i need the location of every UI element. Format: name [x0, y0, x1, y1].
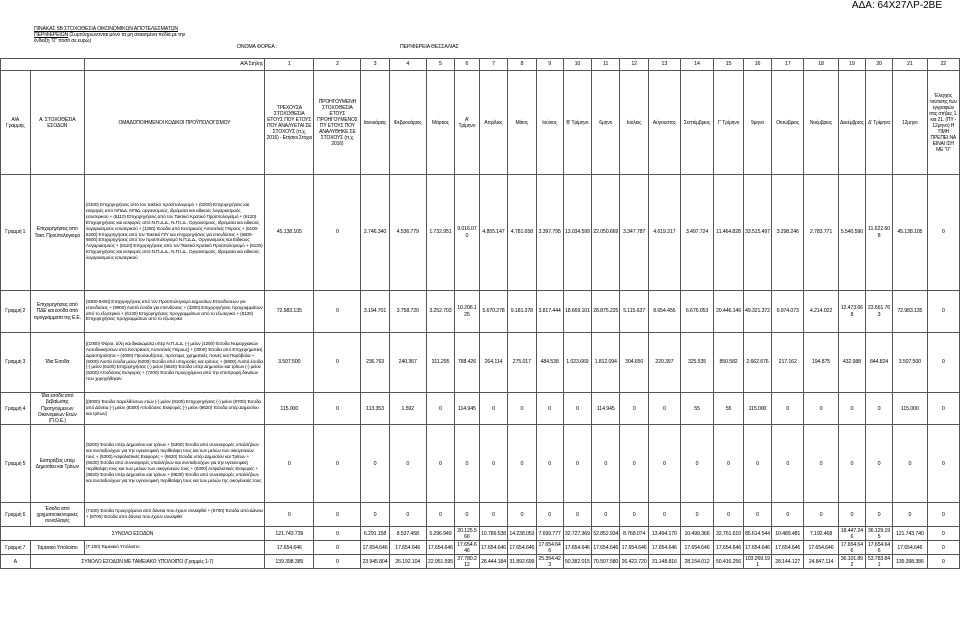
column-number: 3 — [361, 59, 389, 71]
row-value: 55 — [680, 393, 713, 425]
row-value: 17.654.646 — [648, 541, 680, 555]
row-value: 0 — [804, 503, 839, 527]
row-value: 325.535 — [680, 333, 713, 393]
row-value: 45.138.105 — [893, 175, 928, 291]
total-value: 53.783.841 — [865, 555, 892, 569]
row-budget-codes: (0100) Επιχορηγήσεις από τον τακτικό προϋπολογισμό + (0200) Επιχορηγήσεις και εισφορές από ΝΠΔΔ, ΝΠΙΔ, οργανισμούς, ιδρύματα και ειδικούς λογαριασμούς εσωτερικού + (6110) Επιχορηγήσεις από τον Τακτικό Κρατικό Προϋπολογισμό + (6120) Επιχορηγήσεις και εισφορές από Ν.Π.Δ.Δ., Ν.Π.Ι.Δ., Οργανισμούς, Ιδρύματα και ειδικούς λογαριασμούς εσωτερικού + (1250) Έσοδα από Κεντρικούς Αυτοτελείς Πόρους + (6100-6200) Επιχορηγήσεις από τον Τακτικό Π/Υ και επιχορηγήσεις για επενδύσεις + (6500-6600) Επιχορηγήσεις από τον προϋπολογισμό Ν.Π.Δ.Δ., Οργανισμούς και Ειδικούς Λογαριασμούς + (8110) Επιχορηγήσεις από τον Τακτικό Κρατικό Προϋπολογισμό + (8120) Επιχορηγήσεις και εισφορές από Ν.Π.Δ.Δ., Ν.Π.Ι.Δ., Οργανισμούς, Ιδρύματα και ειδικούς λογαριασμούς εσωτερικού — [84, 175, 264, 291]
row-value: 0 — [620, 393, 648, 425]
row-value: 9.016.070 — [455, 175, 480, 291]
row-value: 49.321.372 — [743, 291, 771, 333]
row-budget-codes: (5200) Έσοδα υπέρ Δημοσίου και τρίτων + (5300) Έσοδα από συνεισφορές υπαλλήλων και συνταξιούχων για την υγειονομική περίθαλψη τους και των μελών των οικογενειών τους + (5300) Ασφαλιστικές Εισφορές + (6620) Έσοδα υπέρ Δημοσίου και Τρίτων + (6630) Έσοδα από συνεισφορές υπαλλήλων και συνταξιούχων για την υγειονομική περίθαλψη τους και των μελών των οικογενειών τους + (6300) Ασφαλιστικές Εισφορές + (8620) Έσοδα υπέρ Δημοσίου και τρίτων + (8630) Έσοδα από συνεισφορές υπαλλήλων και συνταξιούχων για την υγειονομική περίθαλψη τους και των μελών της οικογένειάς τους — [84, 425, 264, 503]
sum-value: 32.761.610 — [714, 527, 744, 541]
row-value: 264.114 — [479, 333, 507, 393]
row-value: 0 — [927, 393, 959, 425]
row-value: 114.945 — [455, 393, 480, 425]
total-value: 25.354.423 — [536, 555, 563, 569]
title-line-2-prefix: ΠΕΡΙΦΕΡΕΙΩΝ — [34, 31, 69, 38]
row-value: 4.536.779 — [389, 175, 426, 291]
total-value: 26.422.720 — [620, 555, 648, 569]
column-number: 4 — [389, 59, 426, 71]
targets-table — [0, 58, 960, 569]
total-value: 103.269.191 — [744, 555, 770, 568]
sum-value: 85.614.544 — [743, 527, 771, 541]
column-number: 11 — [592, 59, 620, 71]
column-number: 10 — [563, 59, 591, 71]
row-label: Εισπράξεις υπέρ Δημοσίου και Τρίτων — [30, 425, 84, 503]
row-value: 17.654.646 — [893, 541, 928, 555]
row-value: 0 — [592, 503, 620, 527]
column-header: Μάρτιος — [426, 71, 454, 175]
row-value: 0 — [536, 503, 563, 527]
sum-value: 10.499.366 — [680, 527, 713, 541]
row-value: 0 — [389, 425, 426, 503]
row-value: 6.676.053 — [680, 291, 713, 333]
row-value: 0 — [927, 503, 959, 527]
row-value: 23.661.763 — [865, 291, 892, 333]
row-value: 275.017 — [508, 333, 536, 393]
total-row-label: ΣΥΝΟΛΟ ΕΣΟΔΩΝ ΜΕ ΤΑΜΕΙΑΚΟ ΥΠΟΛΟΙΠΟ (Γραμμές 1-7) — [30, 555, 264, 569]
cash-balance-row — [1, 541, 960, 555]
sum-value: 10.489.481 — [772, 527, 804, 541]
row-value: 484.538 — [536, 333, 563, 393]
column-number: 1 — [265, 59, 314, 71]
row-value: 0 — [361, 425, 389, 503]
row-value: 13.034.599 — [563, 175, 591, 291]
row-value: 17.654.646 — [714, 541, 744, 555]
total-value: 50.382.015 — [563, 555, 591, 569]
column-number: 12 — [620, 59, 648, 71]
table-row — [1, 425, 960, 503]
column-index-row — [1, 59, 960, 71]
row-value: 18.669.101 — [563, 291, 591, 333]
row-value: 0 — [620, 503, 648, 527]
row-value: 0 — [455, 503, 480, 527]
row-value: 9.181.378 — [508, 291, 536, 333]
row-value: 5.540.590 — [838, 175, 865, 291]
row-value: 1.812.094 — [592, 333, 620, 393]
total-value: 0 — [927, 555, 959, 569]
row-budget-codes: (7100) Έσοδα προερχόμενα από δάνεια που έχουν συναφθεί + (6700) Έσοδα από Δάνεια + (8700) Έσοδα από δάνεια που έχουν συναφθεί — [84, 503, 264, 527]
row-value: 11.464.828 — [714, 175, 744, 291]
sum-value: 121.743.740 — [893, 527, 928, 541]
row-value: 17.654.646 — [536, 541, 563, 555]
sum-value: 20.125.566 — [455, 527, 480, 541]
row-value: 0 — [455, 425, 480, 503]
row-value: 20.446.146 — [714, 291, 744, 333]
row-budget-codes: [(1000) Φόροι, τέλη και δικαιώματα υπέρ Ν.Π.Δ.Δ. (-) μείον (1250) Έσοδα Νομαρχιακών Αυτοδιοικήσεων από Κεντρικούς Αυτοτελείς Πόρους] + (3000) Έσοδα από Επιχειρηματική Δραστηριότητα + (4000) Προσαυξήσεις, πρόστιμα, χρηματικές ποινές και Παράβολα + (5000) Λοιπά έσοδα μείον (5200) Έσοδα από υπηρεσίες και τρίτους + (6800) Λοιπά έσοδα (-) μείον (6100) Επιχορηγήσεις (-) μείον (6620) Έσοδα υπέρ Δημοσίου και τρίτων (-) μείον (6300) Αποδόσεις Εισφορές + (7200) Έσοδα προερχόμενα από την επιστροφή δανείων που χορηγήθηκαν — [84, 333, 264, 393]
row-value: 72.983.135 — [265, 291, 314, 333]
row-value: 5.670.278 — [479, 291, 507, 333]
sum-row — [1, 527, 960, 541]
row-value: 3.347.787 — [620, 175, 648, 291]
sum-value: 36.129.195 — [865, 527, 892, 541]
row-value: 22.050.669 — [592, 175, 620, 291]
column-number: 9 — [536, 59, 563, 71]
region-name: ΠΕΡΙΦΕΡΕΙΑ ΘΕΣΣΑΛΙΑΣ — [400, 44, 459, 50]
row-value: 0 — [804, 393, 839, 425]
sum-value: 14.238.053 — [508, 527, 536, 541]
total-value: 37.780.212 — [455, 555, 480, 569]
row-id: Γραμμή 1 — [1, 175, 31, 291]
row-value: 0 — [426, 503, 454, 527]
row-value: 17.654.646 — [426, 541, 454, 555]
row-budget-codes: [(8000) Έσοδα παρελθόντων ετών (-) μείον (8100) Επιχορηγήσεις (-) μείον (8700) Έσοδα από Δάνεια (-) μείον (8300) Αποδόσεις Εισφορές (-) μείον (8620) Έσοδα υπέρ Δημοσίου και τρίτων] — [84, 393, 264, 425]
sum-value: 32.727.369 — [563, 527, 591, 541]
row-value: 0 — [714, 503, 744, 527]
row-value: 0 — [927, 291, 959, 333]
row-value: 0 — [865, 503, 892, 527]
row-value: 0 — [804, 425, 839, 503]
row-value: 0 — [536, 425, 563, 503]
column-header: Έλεγχος ταύτισης των εγγραφών στις στήλες 1. και 21. (ΠΥ - 12μηνο) Η ΤΙΜΗ ΠΡΕΠΕΙ ΝΑ ΕΙΝΑΙ ΙΣΗ ΜΕ "0" — [927, 71, 959, 175]
column-header: 12μηνο — [893, 71, 928, 175]
row-value: 4.855.147 — [479, 175, 507, 291]
row-value: 0 — [648, 393, 680, 425]
row-value: 0 — [838, 393, 865, 425]
row-value: 3.507.500 — [265, 333, 314, 393]
row-value: 0 — [620, 425, 648, 503]
row-value: 72.983.135 — [893, 291, 928, 333]
sum-value: 10.789.538 — [479, 527, 507, 541]
column-header: Α' Τρίμηνο — [455, 71, 480, 175]
row-value: 0 — [479, 393, 507, 425]
row-value: 45.138.105 — [265, 175, 314, 291]
row-value: 5.115.637 — [620, 291, 648, 333]
column-header: 9μηνο — [743, 71, 771, 175]
row-value: 0 — [927, 541, 959, 555]
row-value: 0 — [838, 425, 865, 503]
row-value: 0 — [838, 503, 865, 527]
row-value: 0 — [361, 503, 389, 527]
table-row — [1, 175, 960, 291]
row-value: 17.654.646 — [865, 541, 892, 555]
row-value: 194.875 — [804, 333, 839, 393]
row-value: 3.194.701 — [361, 291, 389, 333]
column-header: Ιούλιος — [620, 71, 648, 175]
column-number: 20 — [865, 59, 892, 71]
sum-value: 0 — [927, 527, 959, 541]
row-value: 17.654.646 — [265, 541, 314, 555]
row-id: Γραμμή 2 — [1, 291, 31, 333]
row-value: 1.592 — [389, 393, 426, 425]
sum-value: 8.768.074 — [620, 527, 648, 541]
column-number: 19 — [838, 59, 865, 71]
column-header: Οκτώβριος — [772, 71, 804, 175]
row-value: 0 — [314, 175, 361, 291]
column-header: Δεκέμβριος — [838, 71, 865, 175]
row-value: 3.252.703 — [426, 291, 454, 333]
row-value: 11.622.608 — [865, 175, 892, 291]
row-label: Ταμειακό Υπόλοιπο — [30, 541, 84, 555]
sum-value: 13.494.170 — [648, 527, 680, 541]
row-value: 0 — [314, 291, 361, 333]
table-row — [1, 503, 960, 527]
row-value: 17.654.646 — [838, 541, 865, 555]
row-value: 33.515.497 — [743, 175, 771, 291]
row-value: 0 — [508, 425, 536, 503]
column-index-label: Α/Α Στήλης — [84, 59, 264, 71]
sum-value: 0 — [314, 527, 361, 541]
title-line-3: ένδειξη "0" ποσό σε ευρώ) — [34, 37, 91, 44]
row-value: 2.662.676 — [743, 333, 771, 393]
column-number: 22 — [927, 59, 959, 71]
row-value: 113.353 — [361, 393, 389, 425]
total-value: 26.192.104 — [389, 555, 426, 569]
row-value: 0 — [893, 503, 928, 527]
row-value: 4.781.658 — [508, 175, 536, 291]
org-name-label: ΟΝΟΜΑ ΦΟΡΕΑ : — [237, 44, 277, 50]
row-label: Επιχορηγήσεις από Τακτ. Προϋπολογισμό — [30, 175, 84, 291]
row-value: 3.298.246 — [772, 175, 804, 291]
table-row — [1, 291, 960, 333]
column-header: Αύγουστος — [648, 71, 680, 175]
row-value: 1.023.669 — [563, 333, 591, 393]
column-header: Β' Τρίμηνο — [563, 71, 591, 175]
total-value: 50.416.256 — [714, 555, 744, 569]
total-value: 70.507.580 — [592, 555, 620, 569]
row-value: 4.619.317 — [648, 175, 680, 291]
total-value: 23.945.804 — [361, 555, 389, 569]
row-label: Έσοδα από χρηματοοικονομικές συναλλαγές — [30, 503, 84, 527]
ada-code: ΑΔΑ: 64Χ27ΛΡ-2ΒΕ — [851, 0, 942, 11]
row-value: 0 — [536, 393, 563, 425]
header-row — [1, 71, 960, 175]
sum-value: 121.743.739 — [265, 527, 314, 541]
row-id: Α — [1, 555, 31, 569]
row-value: 17.654.646 — [743, 541, 771, 555]
total-value: 139.398.385 — [265, 555, 314, 569]
total-value: 31.148.816 — [648, 555, 680, 569]
row-value: 0 — [314, 503, 361, 527]
row-value: 0 — [265, 425, 314, 503]
row-value: 311.295 — [426, 333, 454, 393]
row-value: 17.654.646 — [361, 541, 389, 555]
row-value: 0 — [508, 503, 536, 527]
row-id: Γραμμή 7 — [1, 541, 31, 555]
document-title — [34, 27, 234, 45]
column-number: 17 — [772, 59, 804, 71]
row-value: 17.654.646 — [455, 541, 480, 555]
column-number: 6 — [455, 59, 480, 71]
row-value: 0 — [314, 333, 361, 393]
sum-value: 52.852.934 — [592, 527, 620, 541]
row-value: 0 — [680, 503, 713, 527]
sum-value: 7.699.777 — [536, 527, 563, 541]
column-header: Απρίλιος — [479, 71, 507, 175]
column-header: Μάιος — [508, 71, 536, 175]
row-value: 0 — [927, 333, 959, 393]
column-header: Α/Α Γραμμής — [1, 71, 31, 175]
row-value: 0 — [314, 425, 361, 503]
total-row — [1, 555, 960, 569]
row-value: 55 — [714, 393, 744, 425]
column-number: 8 — [508, 59, 536, 71]
row-value: 0 — [927, 425, 959, 503]
row-value: 2.746.340 — [361, 175, 389, 291]
row-value: 0 — [772, 425, 804, 503]
column-number: 7 — [479, 59, 507, 71]
row-value: 4.214.022 — [804, 291, 839, 333]
column-number: 13 — [648, 59, 680, 71]
row-value: 3.497.724 — [680, 175, 713, 291]
blank-cell — [1, 59, 85, 71]
row-value: 432.988 — [838, 333, 865, 393]
sum-value: 5.296.949 — [426, 527, 454, 541]
row-value: 0 — [893, 425, 928, 503]
row-value: 0 — [479, 503, 507, 527]
row-value: 788.426 — [455, 333, 480, 393]
row-value: 0 — [426, 393, 454, 425]
row-value: 115.000 — [265, 393, 314, 425]
column-number: 2 — [314, 59, 361, 71]
row-value: 0 — [743, 503, 771, 527]
sum-value: 18.447.246 — [838, 527, 865, 541]
row-id: Γραμμή 5 — [1, 425, 31, 503]
row-id: Γραμμή 6 — [1, 503, 31, 527]
row-value: 115.000 — [893, 393, 928, 425]
row-value: 0 — [772, 503, 804, 527]
table-row — [1, 333, 960, 393]
row-value: 304.650 — [620, 333, 648, 393]
total-value: 22.951.595 — [426, 555, 454, 569]
row-value: 0 — [314, 393, 361, 425]
sum-value: 7.192.468 — [804, 527, 839, 541]
row-value: 0 — [563, 425, 591, 503]
row-value: 0 — [508, 393, 536, 425]
total-value: 36.101.892 — [838, 555, 865, 569]
row-value: 17.654.646 — [804, 541, 839, 555]
total-value: 31.892.699 — [508, 555, 536, 569]
row-value: 17.654.646 — [680, 541, 713, 555]
row-value: 3.817.444 — [536, 291, 563, 333]
row-label: Ίδια έσοδα από βεβαίωσης Προηγούμενων Οικονομικών Ετών (Π.Ο.Ε.) — [30, 393, 84, 425]
row-value: 0 — [389, 503, 426, 527]
column-number: 16 — [743, 59, 771, 71]
row-value: 0 — [563, 393, 591, 425]
row-value: 3.397.795 — [536, 175, 563, 291]
row-value: 0 — [314, 541, 361, 555]
row-value: 17.654.646 — [592, 541, 620, 555]
row-value: 12.473.668 — [838, 291, 865, 333]
row-value: 0 — [927, 175, 959, 291]
row-value: 17.654.646 — [508, 541, 536, 555]
row-value: 0 — [865, 393, 892, 425]
row-value: 6.974.073 — [772, 291, 804, 333]
row-value: 28.875.225 — [592, 291, 620, 333]
row-value: 8.654.456 — [648, 291, 680, 333]
table-row — [1, 393, 960, 425]
row-value: 0 — [648, 503, 680, 527]
row-budget-codes: (9300-9400) Επιχορηγήσεις από τον Προϋπολογισμό Δημοσίων Επενδύσεων για επενδύσεις + (9900) Λοιπά έσοδα για επενδύσεις + (3300) Επιχορηγήσεις προγραμμάτων από το εξωτερικό + (6130) Επιχορηγήσεις προγραμμάτων από το εξωτερικό + (8130) Επιχορηγήσεις προγραμμάτων από το εξωτερικό — [84, 291, 264, 333]
total-value: 24.847.114 — [804, 555, 839, 569]
row-value: 10.206.125 — [455, 291, 480, 333]
row-value: 0 — [426, 425, 454, 503]
sum-value: 6.291.158 — [361, 527, 389, 541]
row-label: Ίδια Έσοδα — [30, 333, 84, 393]
row-value: 0 — [865, 425, 892, 503]
column-number: 18 — [804, 59, 839, 71]
column-header: Σεπτέμβριος — [680, 71, 713, 175]
row-value: 220.397 — [648, 333, 680, 393]
column-header: Νοέμβριος — [804, 71, 839, 175]
column-header: ΟΜΑΔΟΠΟΙΗΜΕΝΟΙ ΚΩΔΙΚΟΙ ΠΡΟΫΠΟΛΟΓΙΣΜΟΥ — [84, 71, 264, 175]
row-value: 115.000 — [743, 393, 771, 425]
total-value: 28.144.127 — [772, 555, 804, 569]
row-value: 114.945 — [592, 393, 620, 425]
column-header: Δ' Τρίμηνο — [865, 71, 892, 175]
column-header: ΤΡΕΧΟΥΣΑ ΣΤΟΧΟΘΕΣΙΑ ΕΤΟΥΣ ΠΟΥ ΕΤΟΥΣ ΠΟΥ ΑΝΑΛΥΕΤΑΙ ΣΕ ΣΤΟΧΟΥΣ (π.χ. 2016) - Ετήσιοι Στόχοι — [265, 71, 314, 175]
total-value: 28.444.184 — [479, 555, 507, 569]
row-value: 236.763 — [361, 333, 389, 393]
row-value: 844.824 — [865, 333, 892, 393]
row-value: 0 — [265, 503, 314, 527]
row-id: Γραμμή 4 — [1, 393, 31, 425]
column-number: 21 — [893, 59, 928, 71]
row-value: 1.732.951 — [426, 175, 454, 291]
column-header: Ιανουάριος — [361, 71, 389, 175]
row-value: 850.582 — [714, 333, 744, 393]
row-value: 17.654.646 — [772, 541, 804, 555]
row-value: 17.654.646 — [479, 541, 507, 555]
row-value: 0 — [680, 425, 713, 503]
column-header: Φεβρουάριος — [389, 71, 426, 175]
row-value: 2.783.771 — [804, 175, 839, 291]
row-value: 240.367 — [389, 333, 426, 393]
row-id: Γραμμή 3 — [1, 333, 31, 393]
row-value: 3.507.500 — [893, 333, 928, 393]
row-budget-codes: (Τ 100) Ταμειακό Υπόλοιπο — [84, 541, 264, 555]
row-value: 0 — [563, 503, 591, 527]
row-value: 0 — [743, 425, 771, 503]
row-value: 3.758.720 — [389, 291, 426, 333]
row-value: 17.654.646 — [389, 541, 426, 555]
total-value: 28.154.012 — [680, 555, 713, 569]
title-line-2-rest: (Συμπληρώνονται μόνο τα μη σκιασμένα πεδία με την — [69, 31, 186, 38]
total-value: 0 — [314, 555, 361, 569]
row-value: 0 — [772, 393, 804, 425]
column-header: 6μηνο — [592, 71, 620, 175]
row-value: 0 — [479, 425, 507, 503]
column-number: 5 — [426, 59, 454, 71]
row-value: 17.654.646 — [620, 541, 648, 555]
column-header: ΠΡΟΗΓΟΥΜΕΝΗ ΣΤΟΧΟΘΕΣΙΑ ΕΤΟΥΣ ΠΡΟΗΓΟΥΜΕΝΟΣ ΠΥ ΕΤΟΥΣ ΠΟΥ ΑΝΑΛΥΘΗΚΕ ΣΕ ΣΤΟΧΟΥΣ (π.χ. 2016) — [314, 71, 361, 175]
column-number: 14 — [680, 59, 713, 71]
column-number: 15 — [714, 59, 744, 71]
row-value: 0 — [714, 425, 744, 503]
column-header: Ιούνιος — [536, 71, 563, 175]
sum-row-label: ΣΥΝΟΛΟ ΕΣΟΔΩΝ — [1, 527, 265, 541]
row-value: 17.654.646 — [563, 541, 591, 555]
row-value: 217.162 — [772, 333, 804, 393]
row-value: 0 — [592, 425, 620, 503]
row-label: Επιχορηγήσεις από ΠΔΕ και έσοδα από προγράμματα της Ε.Ε. — [30, 291, 84, 333]
title-line-1: ΠΙΝΑΚΑΣ 5Β ΣΤΟΧΟΘΕΣΙΑ ΟΙΚΟΝΟΜΙΚΩΝ ΑΠΟΤΕΛΕΣΜΑΤΩΝ — [34, 26, 178, 32]
column-header: Γ' Τρίμηνο — [714, 71, 744, 175]
sum-value: 8.537.458 — [389, 527, 426, 541]
column-header: Α. ΣΤΟΧΟΘΕΣΙΑ ΕΣΟΔΩΝ — [30, 71, 84, 175]
row-value: 0 — [648, 425, 680, 503]
total-value: 139.398.386 — [893, 555, 928, 569]
